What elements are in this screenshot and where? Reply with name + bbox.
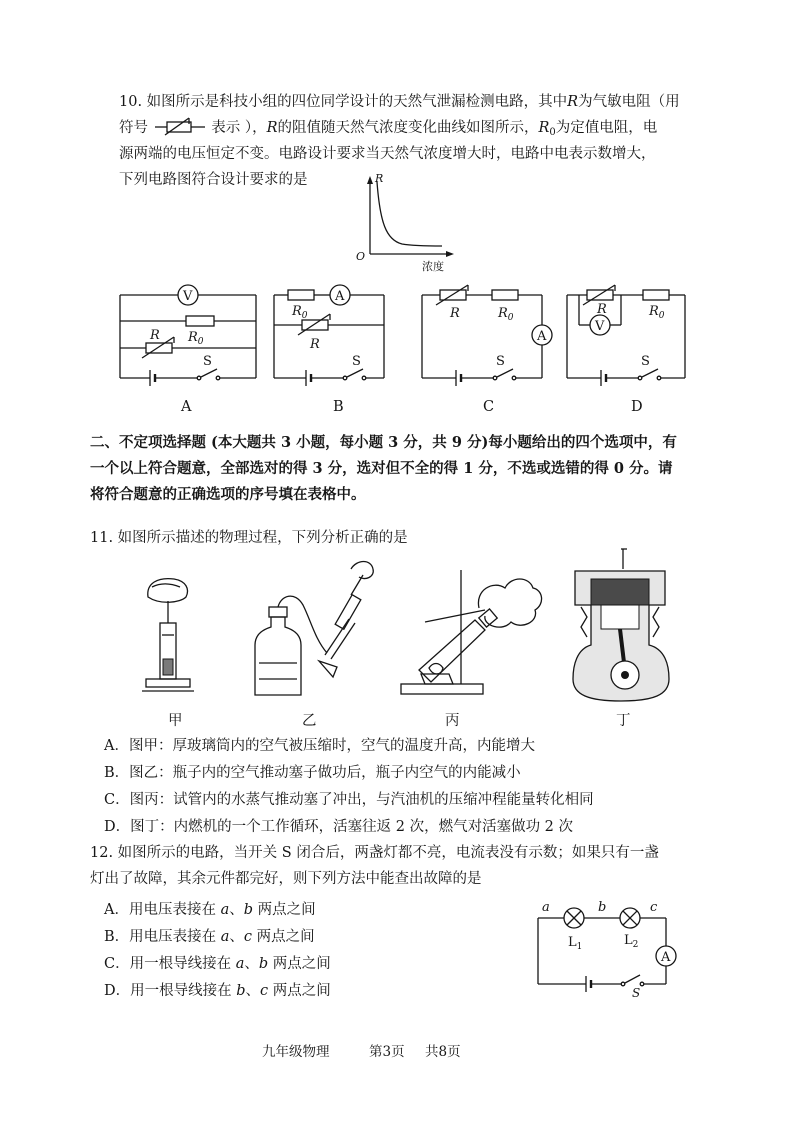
figure-bing-test-tube — [395, 560, 545, 700]
q12-option-d: D．用一根导线接在 b、c 两点之间 — [104, 983, 331, 999]
circuit-c-label: C — [483, 399, 495, 415]
q11-stem: 11. 如图所示描述的物理过程，下列分析正确的是 — [90, 530, 408, 546]
section2-line-3: 将符合题意的正确选项的序号填在表格中。 — [90, 486, 366, 503]
gas-sensor-resistor — [302, 320, 328, 330]
q12-line-1: 12. 如图所示的电路，当开关 S 闭合后，两盏灯都不亮，电流表没有示数；如果只有一盏 — [90, 845, 659, 861]
footer-page: 第3页 — [369, 1044, 405, 1060]
svg-text:S: S — [496, 354, 505, 369]
fixed-resistor-r0 — [288, 290, 314, 300]
svg-text:S: S — [632, 986, 641, 1000]
svg-text:A: A — [661, 950, 671, 965]
figure-label-bing: 丙 — [445, 713, 460, 729]
q11-option-b: B．图乙：瓶子内的空气推动塞子做功后，瓶子内空气的内能减小 — [104, 765, 521, 781]
svg-text:R0: $R_0$ — [649, 304, 665, 321]
svg-text:S: S — [352, 354, 361, 369]
svg-text:S: S — [203, 354, 212, 369]
circuit-d — [565, 283, 690, 383]
svg-text:R: R — [450, 306, 460, 321]
graph-y-label: R — [375, 172, 384, 185]
svg-text:R0: $R_0$ — [292, 304, 308, 321]
fixed-resistor-r0 — [643, 290, 669, 300]
section2-line-1: 二、不定项选择题 (本大题共 3 小题，每小题 3 分，共 9 分)每小题给出的四个选项中，有 — [90, 434, 677, 451]
svg-text:R0: $R_0$ — [188, 330, 204, 347]
switch-icon — [497, 369, 513, 377]
switch-icon — [201, 369, 217, 377]
fixed-resistor-r0 — [492, 290, 518, 300]
svg-text:R: R — [597, 302, 607, 317]
q10-line-1: 10. 如图所示是科技小组的四位同学设计的天然气泄漏检测电路，其中R为气敏电阻（用 — [119, 94, 680, 110]
gas-sensitive-resistor-symbol — [153, 118, 207, 136]
svg-text:L2: $L_2$ — [624, 933, 639, 950]
svg-text:R: R — [310, 337, 320, 352]
section2-line-2: 一个以上符合题意，全部选对的得 3 分，选对但不全的得 1 分，不选或选错的得 0 分。请 — [90, 460, 673, 477]
figure-jia-fire-syringe — [140, 575, 200, 700]
svg-text:A: A — [537, 329, 547, 344]
circuit-a-label: A — [181, 399, 192, 415]
svg-text:S: S — [641, 354, 650, 369]
svg-text:R0: $R_0$ — [498, 306, 514, 323]
q11-option-a: A．图甲：厚玻璃筒内的空气被压缩时，空气的温度升高，内能增大 — [104, 738, 535, 754]
fixed-resistor-r0 — [186, 316, 214, 326]
q12-line-2: 灯出了故障，其余元件都完好，则下列方法中能查出故障的是 — [90, 871, 482, 887]
graph-x-label: 浓度 — [422, 260, 444, 273]
switch-icon — [347, 369, 363, 377]
q10-line-2: 符号 表示 ），R的阻值随天然气浓度变化曲线如图所示，$R_0$为定值电阻，电 — [119, 120, 658, 138]
switch-icon — [642, 369, 658, 377]
gas-sensor-resistor — [146, 343, 172, 353]
q12-option-a: A．用电压表接在 a、b 两点之间 — [104, 902, 316, 918]
q11-option-c: C．图丙：试管内的水蒸气推动塞了冲出，与汽油机的压缩冲程能量转化相同 — [104, 792, 594, 808]
q11-option-d: D．图丁：内燃机的一个工作循环，活塞往返 2 次，燃气对活塞做功 2 次 — [104, 819, 574, 835]
point-a-label: a — [542, 900, 550, 915]
switch-icon — [625, 975, 640, 983]
svg-text:A: A — [335, 289, 345, 304]
svg-text:L1: $L_1$ — [568, 935, 583, 952]
circuit-a — [118, 283, 258, 383]
svg-text:V: V — [183, 289, 193, 304]
circuit-b-label: B — [333, 399, 344, 415]
circuit-c — [420, 283, 560, 383]
q10-line-4: 下列电路图符合设计要求的是 — [119, 172, 308, 188]
footer-total: 共8页 — [425, 1044, 461, 1060]
svg-text:V: V — [595, 319, 605, 334]
point-c-label: c — [650, 900, 658, 915]
q12-option-c: C．用一根导线接在 a、b 两点之间 — [104, 956, 331, 972]
graph-origin-label: O — [356, 250, 366, 263]
point-b-label: b — [598, 900, 607, 915]
q12-option-b: B．用电压表接在 a、c 两点之间 — [104, 929, 315, 945]
circuit-d-label: D — [631, 399, 643, 415]
q12-circuit — [530, 898, 690, 998]
figure-ding-engine — [565, 545, 675, 705]
resistance-concentration-graph — [350, 172, 470, 272]
figure-yi-bottle-pump — [245, 555, 385, 700]
footer-subject: 九年级物理 — [262, 1044, 330, 1060]
svg-text:R: R — [150, 328, 160, 343]
figure-label-jia: 甲 — [168, 713, 183, 729]
figure-label-ding: 丁 — [616, 713, 631, 729]
circuit-b — [272, 283, 386, 383]
figure-label-yi: 乙 — [302, 713, 317, 729]
q10-line-3: 源两端的电压恒定不变。电路设计要求当天然气浓度增大时，电路中电表示数增大， — [119, 146, 656, 162]
